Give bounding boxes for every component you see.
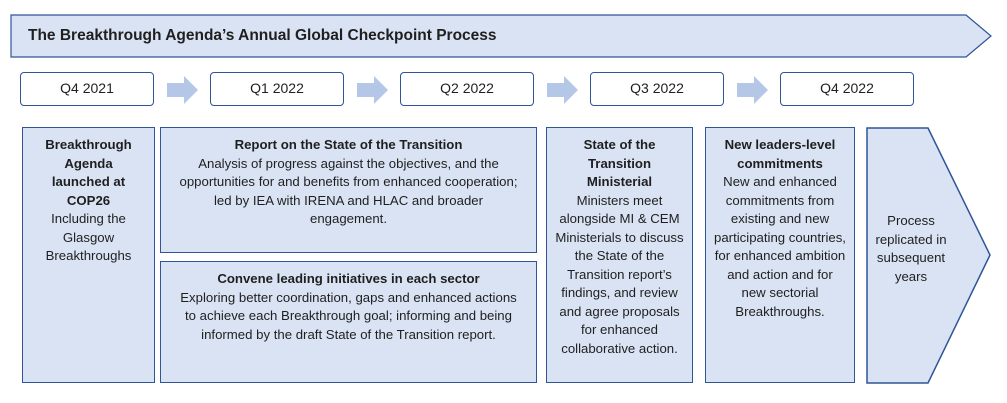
quarter-arrow-icon [357, 76, 389, 104]
card-ministerial [546, 127, 693, 383]
card-launch-body: Including the Glasgow Breakthroughs [45, 211, 132, 263]
quarter-arrow-icon [167, 76, 199, 104]
card-ministerial-body: Ministers meet alongside MI & CEM Ministerials to discuss the State of the Transition report’s findings, and review and agree proposals for enhanced collaborative action. [555, 192, 684, 356]
quarter-arrow-icon [547, 76, 579, 104]
card-leaders [705, 127, 855, 383]
quarter-arrow-icon [737, 76, 769, 104]
card-report [160, 127, 537, 253]
card-leaders-body: New and enhanced commitments from existing and new participating countries, for enhanced ambition and action and for new sectorial Breakthroughs. [714, 174, 846, 319]
quarter-q2-2022: Q2 2022 [400, 72, 534, 106]
quarter-q4-2022: Q4 2022 [780, 72, 914, 106]
card-leaders-title: New leaders-level commitments [724, 137, 836, 171]
banner-title: The Breakthrough Agenda’s Annual Global Checkpoint Process [28, 27, 497, 44]
final-process-text: Process replicated in subsequent years [875, 213, 947, 284]
card-launch-title: Breakthrough Agenda launched at COP26 [45, 137, 132, 208]
card-convene-body: Exploring better coordination, gaps and enhanced actions to achieve each Breakthrough goal; informing and being informed by the draft State of the Transition report. [180, 289, 517, 342]
card-report-body: Analysis of progress against the objectives, and the opportunities for and benefits from enhanced cooperation; led by IEA with IRENA and HLAC and broader engagement. [179, 155, 518, 226]
quarter-q4-2021: Q4 2021 [20, 72, 154, 106]
card-ministerial-title: State of the Transition Ministerial [583, 137, 656, 189]
quarter-q3-2022: Q3 2022 [590, 72, 724, 106]
card-convene-title: Convene leading initiatives in each sector [217, 271, 480, 286]
card-report-title: Report on the State of the Transition [234, 137, 463, 152]
process-banner [10, 14, 992, 58]
quarter-q1-2022: Q1 2022 [210, 72, 344, 106]
card-launch [22, 127, 155, 383]
card-convene [160, 261, 537, 383]
